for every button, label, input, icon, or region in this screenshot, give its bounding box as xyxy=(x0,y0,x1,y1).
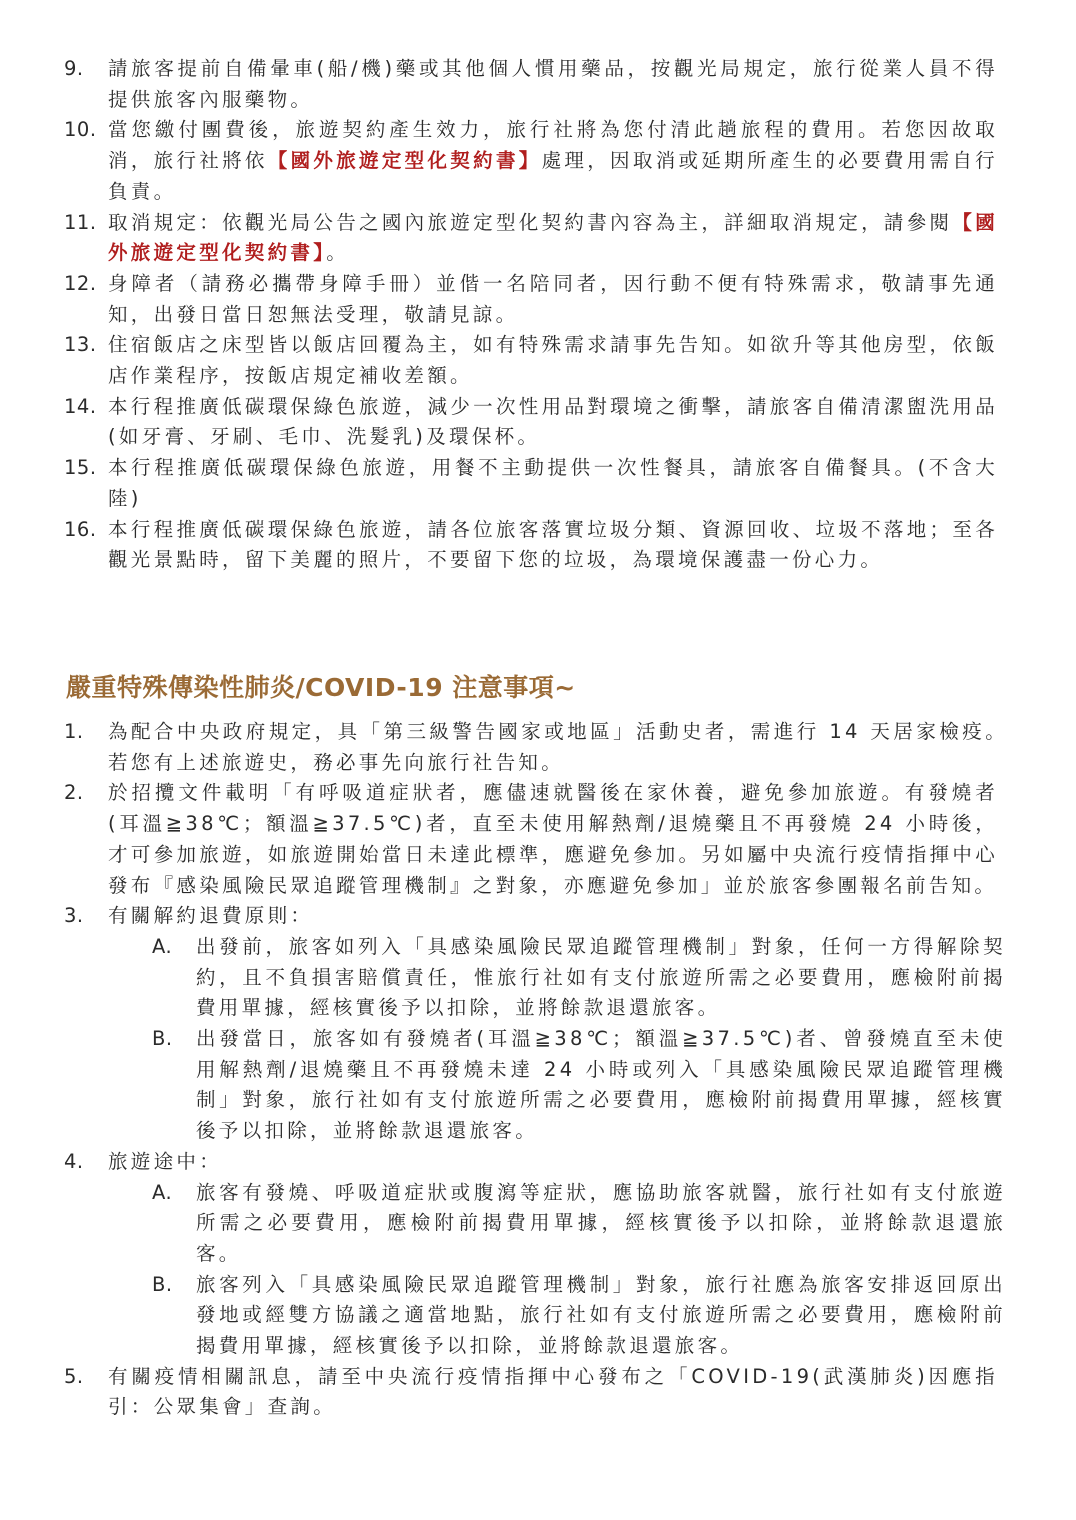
notes-list xyxy=(0,54,1076,576)
item-number: 15. xyxy=(64,456,97,480)
item-text-post: 。 xyxy=(326,241,350,265)
sub-item-text: 出發當日，旅客如有發燒者(耳溫≧38℃；額溫≧37.5℃)者、曾發燒直至未使用解熱劑/退燒藥且不再發燒未達 24 小時或列入「具感染風險民眾追蹤管理機制」對象，旅行社如有支付旅遊所需之必要費用，應檢附前揭費用單據，經核實後予以扣除，並將餘款退還旅客。 xyxy=(196,1027,1006,1143)
item-number: 9. xyxy=(64,57,84,80)
list-item xyxy=(0,453,1076,514)
sub-item-letter: A. xyxy=(152,1180,173,1204)
list-item xyxy=(0,54,1076,115)
item-text xyxy=(108,208,998,269)
item-text: 住宿飯店之床型皆以飯店回覆為主，如有特殊需求請事先告知。如欲升等其他房型，依飯店作業程序，按飯店規定補收差額。 xyxy=(108,333,998,388)
sub-list-item xyxy=(0,1270,1076,1362)
item-number: 5. xyxy=(64,1364,84,1388)
sub-item-text: 旅客列入「具感染風險民眾追蹤管理機制」對象，旅行社應為旅客安排返回原出發地或經雙方協議之適當地點，旅行社如有支付旅遊所需之必要費用，應檢附前揭費用單據，經核實後予以扣除，並將餘款退還旅客。 xyxy=(196,1272,1006,1358)
item-text-pre: 當您繳付團費後，旅遊契約產生效力，旅行社將為您付清此趟旅程的費用。若您因故取消，旅行社將依 xyxy=(108,118,998,173)
list-item xyxy=(0,515,1076,576)
item-text: 請旅客提前自備暈車(船/機)藥或其他個人慣用藥品，按觀光局規定，旅行從業人員不得提供旅客內服藥物。 xyxy=(108,57,998,111)
item-text: 本行程推廣低碳環保綠色旅遊，用餐不主動提供一次性餐具，請旅客自備餐具。(不含大陸) xyxy=(108,456,998,510)
sub-item-text: 出發前，旅客如列入「具感染風險民眾追蹤管理機制」對象，任何一方得解除契約，且不負損害賠償責任，惟旅行社如有支付旅遊所需之必要費用，應檢附前揭費用單據，經核實後予以扣除，並將餘款退還旅客。 xyxy=(196,934,1006,1020)
item-number: 2. xyxy=(64,781,84,805)
sub-list-item xyxy=(0,1178,1076,1270)
item-text: 旅遊途中： xyxy=(108,1149,223,1173)
contract-link-highlight: 【國外旅遊定型化契約書】 xyxy=(267,149,542,173)
list-item xyxy=(0,208,1076,269)
item-number: 16. xyxy=(64,517,97,541)
item-number: 13. xyxy=(64,333,97,357)
list-item xyxy=(0,901,1076,932)
sub-item-text: 旅客有發燒、呼吸道症狀或腹瀉等症狀，應協助旅客就醫，旅行社如有支付旅遊所需之必要費用，應檢附前揭費用單據，經核實後予以扣除，並將餘款退還旅客。 xyxy=(196,1180,1006,1265)
item-number: 11. xyxy=(64,210,97,234)
contract-link-highlight: 【國外旅遊定型化契約書】 xyxy=(108,210,998,265)
list-item xyxy=(0,778,1076,901)
item-number: 14. xyxy=(64,394,97,418)
section-title: 嚴重特殊傳染性肺炎/COVID-19 注意事項~ xyxy=(66,673,576,702)
sub-item-letter: B. xyxy=(152,1272,173,1296)
item-text: 身障者（請務必攜帶身障手冊）並偕一名陪同者，因行動不便有特殊需求，敬請事先通知，出發日當日恕無法受理，敬請見諒。 xyxy=(108,271,998,326)
list-item xyxy=(0,1362,1076,1423)
item-number: 4. xyxy=(64,1149,84,1173)
list-item xyxy=(0,1147,1076,1178)
item-number: 12. xyxy=(64,271,97,295)
item-text: 有關解約退費原則： xyxy=(108,904,314,928)
item-text: 有關疫情相關訊息，請至中央流行疫情指揮中心發布之「COVID-19(武漢肺炎)因應指引：公眾集會」查詢。 xyxy=(108,1364,998,1419)
item-text: 於招攬文件載明「有呼吸道症狀者，應儘速就醫後在家休養，避免參加旅遊。有發燒者(耳溫≧38℃；額溫≧37.5℃)者，直至未使用解熱劑/退燒藥且不再發燒 24 小時後，才可參加旅遊，如旅遊開始當日未達此標準，應避免參加。另如屬中央流行疫情指揮中心發布『感染風險民眾追蹤管理機制』之對象，亦應避免參加」並於旅客參團報名前告知。 xyxy=(108,781,998,897)
sub-item-letter: A. xyxy=(152,934,173,958)
list-item xyxy=(0,269,1076,330)
item-text-pre: 取消規定：依觀光局公告之國內旅遊定型化契約書內容為主，詳細取消規定，請參閱 xyxy=(108,210,953,234)
sub-list-item xyxy=(0,1024,1076,1147)
list-item xyxy=(0,115,1076,207)
list-item xyxy=(0,330,1076,391)
item-number: 10. xyxy=(64,118,97,142)
item-number: 1. xyxy=(64,720,84,743)
item-number: 3. xyxy=(64,904,84,928)
item-text: 本行程推廣低碳環保綠色旅遊，請各位旅客落實垃圾分類、資源回收、垃圾不落地；至各觀光景點時，留下美麗的照片，不要留下您的垃圾，為環境保護盡一份心力。 xyxy=(108,517,998,572)
item-text-post: 處理，因取消或延期所產生的必要費用需自行負責。 xyxy=(108,149,998,203)
sub-item-letter: B. xyxy=(152,1027,173,1051)
item-text: 本行程推廣低碳環保綠色旅遊，減少一次性用品對環境之衝擊，請旅客自備清潔盥洗用品(如牙膏、牙刷、毛巾、洗髮乳)及環保杯。 xyxy=(108,394,998,449)
covid-list xyxy=(0,717,1076,1423)
list-item xyxy=(0,392,1076,453)
item-text xyxy=(108,115,998,207)
item-text: 為配合中央政府規定，具「第三級警告國家或地區」活動史者，需進行 14 天居家檢疫。若您有上述旅遊史，務必事先向旅行社告知。 xyxy=(108,720,1008,774)
sub-list-item xyxy=(0,932,1076,1024)
list-item xyxy=(0,717,1076,778)
